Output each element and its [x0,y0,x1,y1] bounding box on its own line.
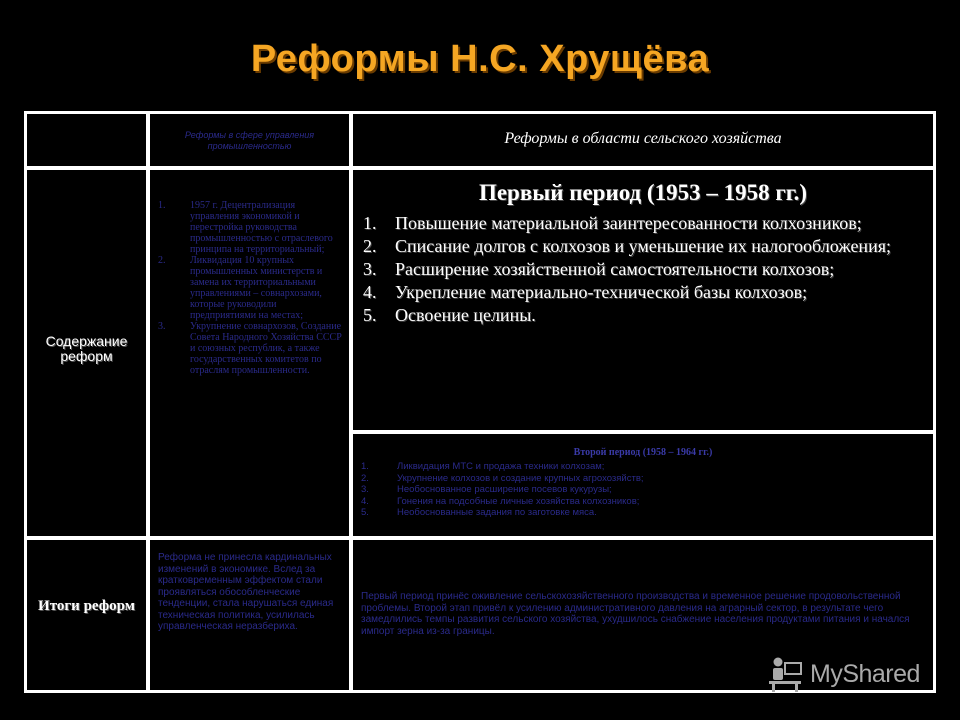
header-industry-label: Реформы в сфере управления промышленностью [184,130,315,151]
teacher-desk-icon [766,655,804,693]
header-agriculture-cell [353,114,933,166]
list-item: 1. Повышение материальной заинтересованности колхозников; [363,213,862,233]
watermark-logo [766,654,920,694]
industry-list [150,170,349,376]
period2-cell [353,434,933,536]
industry-content-cell [150,170,349,536]
header-agriculture-label: Реформы в области сельского хозяйства [504,130,782,147]
content-row-label: Содержание реформ [45,333,128,364]
period1-title: Первый период (1953 – 1958 гг.) [478,180,808,205]
period1-list [353,212,933,326]
list-item: 2. Списание долгов с колхозов и уменьшение их налогообложения; [363,236,891,256]
list-item: 2. Укрупнение колхозов и создание крупных агрохозяйств; [361,472,644,484]
list-item: 4. Укрепление материально-технической базы колхозов; [363,282,808,302]
period1-cell [353,170,933,430]
industry-result-text: Реформа не принесла кардинальных изменений в экономике. Вслед за кратковременным эффектом стали проявляться обособленческие тенденции, стала нарушаться единая техническая политика, усилилась управленческая неразбериха. [158,552,334,632]
results-label-cell [27,540,146,690]
list-item: 2. Ликвидация 10 крупных промышленных министерств и замена их территориальными управлениями – совнархозами, которые руководили предприятиями на местах; [158,255,323,321]
content-label-cell [27,170,146,536]
watermark-text: MyShared [810,659,920,688]
list-item: 5. Необоснованные задания по заготовке мяса. [361,507,597,518]
results-row-label: Итоги реформ [38,598,135,614]
agriculture-result-text: Первый период принёс оживление сельскохозяйственного производства и временное решение продовольственной проблемы. Второй этап привёл к усилению административного давления на аграрный сектор, в результате чего замедлились темпы развития сельского хозяйства, ухудшилось снабжение населения продуктами питания и начался импорт зерна из-за границы. [361,591,910,637]
list-item: 1. Ликвидация МТС и продажа техники колхозам; [361,461,605,472]
list-item: 1. 1957 г. Децентрализация управления экономикой и перестройка руководства промышленностью с отраслевого принципа на территориальный; [158,200,333,255]
list-item: 3. Необоснованное расширение посевов кукурузы; [361,484,612,495]
period2-list [353,461,933,519]
slide-title: Реформы Н.С. Хрущёва [250,38,710,80]
list-item: 3. Укрупнение совнархозов, Создание Совета Народного Хозяйства СССР и союзных республик, а также государственных комитетов по отраслям промышленности. [158,321,342,376]
list-item: 5. Освоение целины. [363,305,536,325]
header-empty-cell [27,114,146,166]
list-item: 4. Гонения на подсобные личные хозяйства колхозников; [361,495,640,507]
list-item: 3. Расширение хозяйственной самостоятельности колхозов; [363,259,835,279]
reforms-table [24,111,936,693]
period2-title: Второй период (1958 – 1964 гг.) [573,447,713,458]
header-industry-cell [150,114,349,166]
industry-result-cell [150,540,349,690]
